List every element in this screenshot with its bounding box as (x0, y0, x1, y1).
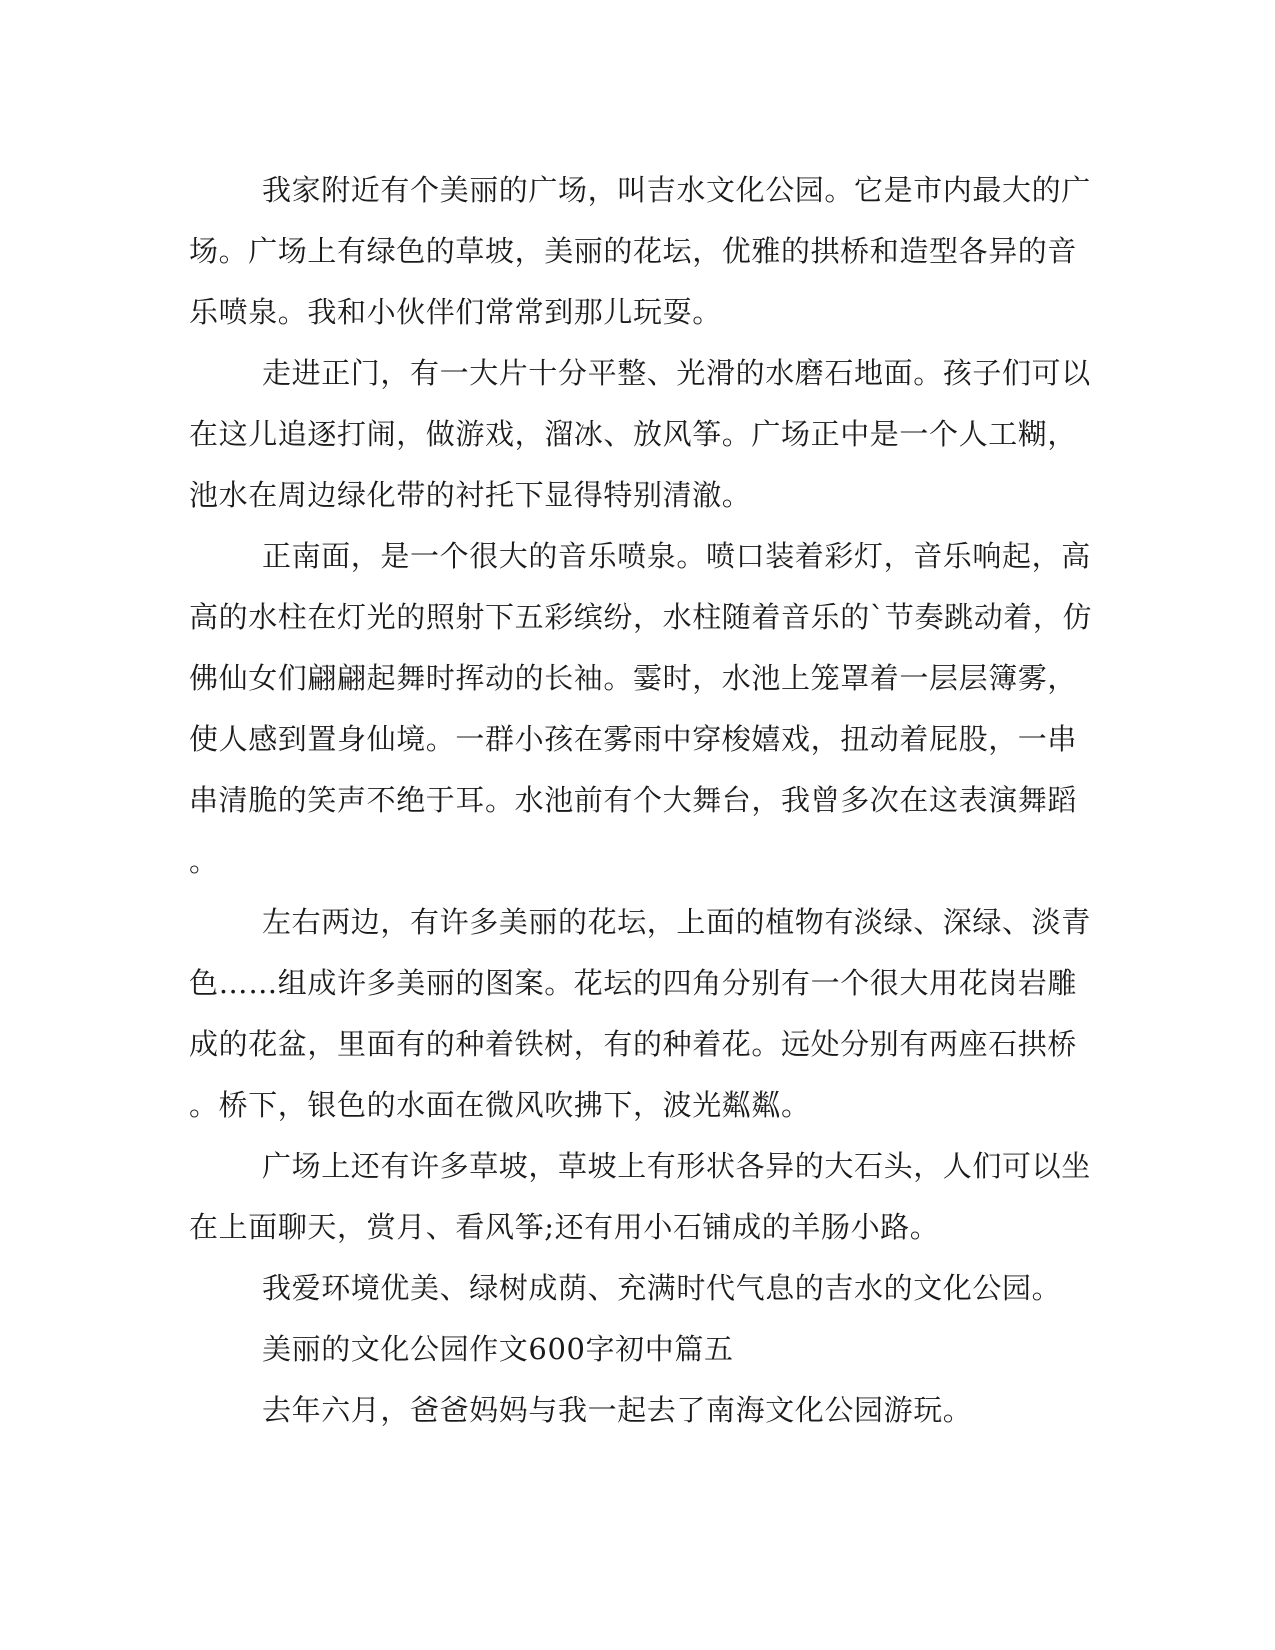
paragraph-line: 成的花盆，里面有的种着铁树，有的种着花。远处分别有两座石拱桥 (189, 1027, 1078, 1061)
paragraph-line: 使人感到置身仙境。一群小孩在雾雨中穿梭嬉戏，扭动着屁股，一串 (189, 722, 1078, 756)
section-heading: 美丽的文化公园作文600字初中篇五 (262, 1332, 734, 1366)
paragraph-line: 去年六月，爸爸妈妈与我一起去了南海文化公园游玩。 (262, 1393, 973, 1427)
paragraph-line: 我爱环境优美、绿树成荫、充满时代气息的吉水的文化公园。 (262, 1271, 1062, 1305)
paragraph-line: 左右两边，有许多美丽的花坛，上面的植物有淡绿、深绿、淡青 (262, 905, 1091, 939)
paragraph-line: 在上面聊天，赏月、看风筝;还有用小石铺成的羊肠小路。 (189, 1210, 940, 1244)
paragraph-line: 。桥下，银色的水面在微风吹拂下，波光粼粼。 (189, 1088, 811, 1122)
paragraph-line: 佛仙女们翩翩起舞时挥动的长袖。霎时，水池上笼罩着一层层簿雾， (189, 661, 1078, 695)
paragraph-line: 池水在周边绿化带的衬托下显得特别清澈。 (189, 478, 752, 512)
paragraph-line: 乐喷泉。我和小伙伴们常常到那儿玩耍。 (189, 295, 722, 329)
paragraph-line: 高的水柱在灯光的照射下五彩缤纷，水柱随着音乐的`节奏跳动着，仿 (189, 600, 1093, 634)
paragraph-line: 在这儿追逐打闹，做游戏，溜冰、放风筝。广场正中是一个人工糊， (189, 417, 1078, 451)
paragraph-line: 走进正门，有一大片十分平整、光滑的水磨石地面。孩子们可以 (262, 356, 1091, 390)
paragraph-line: 场。广场上有绿色的草坡，美丽的花坛，优雅的拱桥和造型各异的音 (189, 234, 1078, 268)
paragraph-line: 色……组成许多美丽的图案。花坛的四角分别有一个很大用花岗岩雕 (189, 966, 1078, 1000)
paragraph-line: 广场上还有许多草坡，草坡上有形状各异的大石头，人们可以坐 (262, 1149, 1091, 1183)
paragraph-line: 正南面，是一个很大的音乐喷泉。喷口装着彩灯，音乐响起，高 (262, 539, 1091, 573)
paragraph-line: 串清脆的笑声不绝于耳。水池前有个大舞台，我曾多次在这表演舞蹈 (189, 783, 1078, 817)
paragraph-line: 我家附近有个美丽的广场，叫吉水文化公园。它是市内最大的广 (262, 173, 1091, 207)
paragraph-line: 。 (189, 844, 219, 878)
